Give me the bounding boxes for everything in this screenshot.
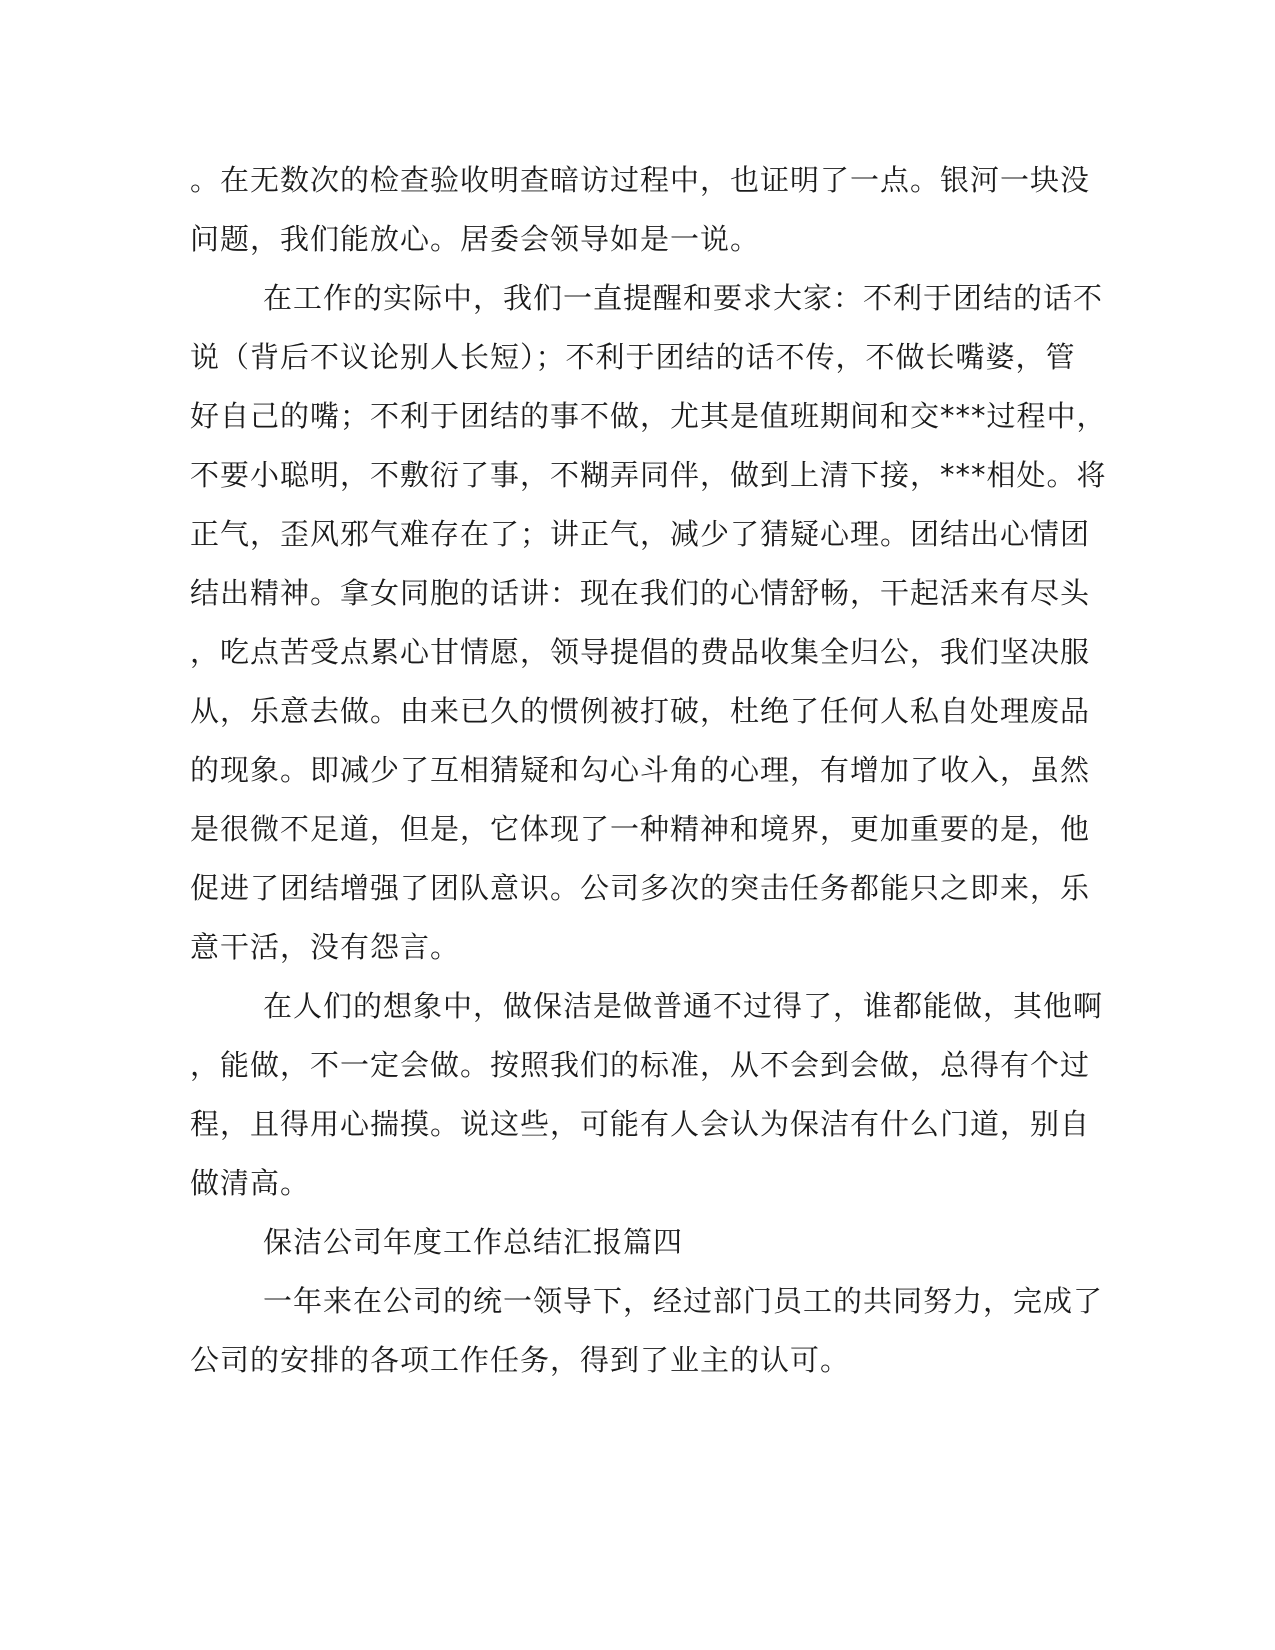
text-line: ，吃点苦受点累心甘情愿，领导提倡的费品收集全归公，我们坚决服 (190, 635, 1091, 669)
text-line: 不要小聪明，不敷衍了事，不糊弄同伴，做到上清下接，***相处。将 (190, 458, 1107, 492)
text-line: 程，且得用心揣摸。说这些，可能有人会认为保洁有什么门道，别自 (190, 1107, 1091, 1141)
text-line: 正气，歪风邪气难存在了；讲正气，减少了猜疑心理。团结出心情团 (190, 517, 1091, 551)
paragraph-start-line: 在工作的实际中，我们一直提醒和要求大家：不利于团结的话不 (263, 281, 1104, 315)
text-line: 意干活，没有怨言。 (190, 930, 461, 964)
text-line: 的现象。即减少了互相猜疑和勾心斗角的心理，有增加了收入，虽然 (190, 753, 1091, 787)
text-line: 问题，我们能放心。居委会领导如是一说。 (190, 222, 761, 256)
paragraph-start-line: 在人们的想象中，做保洁是做普通不过得了，谁都能做，其他啊 (263, 989, 1104, 1023)
text-line: 做清高。 (190, 1166, 311, 1200)
paragraph-start-line: 一年来在公司的统一领导下，经过部门员工的共同努力，完成了 (263, 1284, 1104, 1318)
text-line: 从，乐意去做。由来已久的惯例被打破，杜绝了任何人私自处理废品 (190, 694, 1091, 728)
text-line: 是很微不足道，但是，它体现了一种精神和境界，更加重要的是，他 (190, 812, 1091, 846)
section-heading: 保洁公司年度工作总结汇报篇四 (263, 1225, 684, 1259)
text-line: 结出精神。拿女同胞的话讲：现在我们的心情舒畅，干起活来有尽头 (190, 576, 1091, 610)
text-line: 说（背后不议论别人长短）；不利于团结的话不传，不做长嘴婆，管 (190, 340, 1076, 374)
text-line: ，能做，不一定会做。按照我们的标准，从不会到会做，总得有个过 (190, 1048, 1091, 1082)
text-line: 。在无数次的检查验收明查暗访过程中，也证明了一点。银河一块没 (190, 163, 1091, 197)
text-line: 公司的安排的各项工作任务，得到了业主的认可。 (190, 1343, 851, 1377)
text-line: 好自己的嘴；不利于团结的事不做，尤其是值班期间和交***过程中， (190, 399, 1107, 433)
text-line: 促进了团结增强了团队意识。公司多次的突击任务都能只之即来，乐 (190, 871, 1091, 905)
